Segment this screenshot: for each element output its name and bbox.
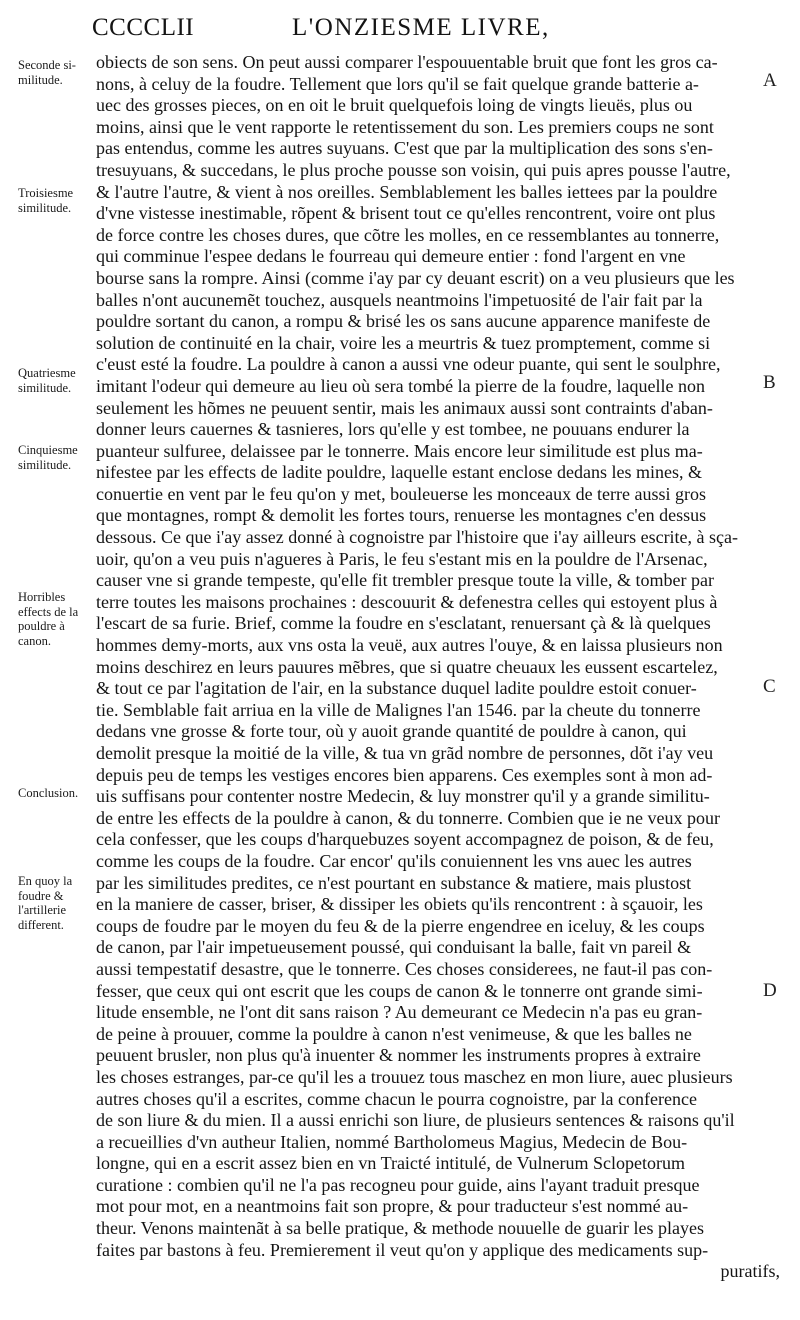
margin-note-quatriesme-similitude: Quatriesme similitude.	[18, 366, 76, 395]
text-line: & l'autre l'autre, & vient à nos oreilles. Semblablement les balles iettees par la pouldre	[96, 181, 718, 202]
text-line: dedans vne grosse & forte tour, où y auoit grande quantité de pouldre à canon, qui	[96, 721, 687, 742]
text-line: cela confesser, que les coups d'harquebuzes soyent accompagnez de poison, & de feu,	[96, 829, 714, 850]
text-line: en la maniere de casser, briser, & dissiper les obiets qu'ils rencontrent : à sçauoir, les	[96, 894, 703, 915]
text-line: l'escart de sa furie. Brief, comme la foudre en s'esclatant, renuersant çà & là quelques	[96, 613, 711, 634]
text-line: que montagnes, rompt & demolit les fortes tours, renuerse les montagnes c'en dessus	[96, 505, 707, 526]
text-line: nons, à celuy de la foudre. Tellement que lors qu'il se fait quelque grande batterie a-	[96, 73, 699, 94]
text-line: longne, qui en a escrit assez bien en vn Traicté intitulé, de Vulnerum Sclopetorum	[96, 1153, 685, 1174]
margin-note-horribles-effects: Horribles effects de la pouldre à canon.	[18, 590, 79, 648]
text-line: de son liure & du mien. Il a aussi enrichi son liure, de plusieurs sentences & raisons qu'il	[96, 1110, 735, 1131]
text-line: tie. Semblable fait arriua en la ville de Malignes l'an 1546. par la cheute du tonnerre	[96, 699, 701, 720]
text-line: demolit presque la moitié de la ville, & tua vn grãd nombre de personnes, dõt i'ay veu	[96, 743, 714, 763]
text-line: c'eust esté la foudre. La pouldre à canon a aussi vne odeur puante, qui sent le soulphre,	[96, 354, 721, 375]
section-letter-b: B	[763, 372, 776, 393]
section-letter-d: D	[763, 980, 777, 1001]
running-title: L'ONZIESME LIVRE,	[292, 14, 550, 41]
text-line: comme les coups de la foudre. Car encor' qu'ils conuiennent les vns auec les autres	[96, 850, 692, 871]
margin-note-troisiesme-similitude: Troisiesme similitude.	[18, 186, 74, 215]
text-line: de canon, par l'air impetueusement poussé, qui conduisant la balle, fait vn pareil &	[96, 937, 692, 958]
text-line: moins, ainsi que le vent rapporte le retentissement du son. Les premiers coups ne sont	[96, 116, 714, 137]
text-line: coups de foudre par le moyen du feu & de la pierre engendree en iceluy, & les coups	[96, 915, 705, 936]
main-text-block	[96, 52, 780, 1283]
text-line: autres choses qu'il a escrites, comme chacun le pourra cognoistre, par la conference	[96, 1088, 697, 1109]
text-line: litude ensemble, ne l'ont dit sans raison ? Au demeurant ce Medecin n'a pas eu gran-	[96, 1002, 703, 1023]
margin-note-conclusion: Conclusion.	[18, 786, 79, 800]
text-line: bourse sans la rompre. Ainsi (comme i'ay par cy deuant escrit) on a veu plusieurs que les	[96, 267, 735, 288]
text-line: curatione : combien qu'il ne l'a pas recogneu pour guide, ains l'ayant traduit presque	[96, 1174, 700, 1195]
text-line: faites par bastons à feu. Premierement il veut qu'on y applique des medicaments sup-	[96, 1239, 709, 1260]
text-line: peuuent brusler, non plus qu'à inuenter & nommer les instruments propres à extraire	[96, 1045, 701, 1066]
text-line: tresuyuans, & succedans, le plus proche pousse son voisin, qui puis apres pousse l'autre,	[96, 159, 731, 180]
margin-note-seconde-similitude: Seconde si- militude.	[18, 58, 76, 87]
text-line: solution de continuité en la chair, voire les a meurtris & tuez promptement, comme si	[96, 332, 711, 353]
text-line: de force contre les choses dures, que cõtre les molles, en ce ressemblantes au tonnerre,	[96, 224, 720, 245]
text-line: & tout ce par l'agitation de l'air, en la substance duquel ladite pouldre estoit conuer-	[96, 678, 697, 699]
text-line: par les similitudes predites, ce n'est pourtant en substance & matiere, mais plustost	[96, 872, 692, 893]
margin-note-cinquiesme-similitude: Cinquiesme similitude.	[18, 443, 78, 472]
text-line: uec des grosses pieces, on en oit le bruit quelquefois loing de vingts lieuës, plus ou	[96, 95, 693, 116]
text-line: d'vne vistesse inestimable, rõpent & brisent tout ce qu'elles rencontrent, voire ont plus	[96, 203, 716, 224]
section-letter-a: A	[763, 70, 777, 91]
text-line: donner leurs cauernes & tasnieres, lors qu'elle y est tombee, ne pouuans endurer la	[96, 419, 690, 440]
text-line: hommes demy-morts, aux vns osta la veuë, aux autres l'ouye, & en laissa plusieurs non	[96, 635, 723, 656]
running-header	[92, 14, 712, 48]
text-line: terre toutes les maisons prochaines : descouurit & defenestra celles qui estoyent plus à	[96, 591, 718, 612]
text-line: imitant l'odeur qui demeure au lieu où sera tombé la pierre de la foudre, laquelle non	[96, 375, 706, 396]
text-line: aussi tempestatif desastre, que le tonnerre. Ces choses considerees, ne faut-il pas con-	[96, 958, 713, 979]
text-line: mot pour mot, en a neantmoins fait son propre, & pour traducteur s'est nommé au-	[96, 1196, 689, 1217]
text-line: de peine à prouuer, comme la pouldre à canon n'est venimeuse, & que les balles ne	[96, 1023, 692, 1044]
text-line: pouldre sortant du canon, a rompu & brisé les os sans aucune apparence manifeste de	[96, 311, 711, 332]
text-line: de entre les effects de la pouldre à canon, & du tonnerre. Combien que ie ne veux pour	[96, 807, 720, 828]
text-line: obiects de son sens. On peut aussi comparer l'espouuentable bruit que font les gros ca-	[96, 52, 718, 72]
text-line: causer vne si grande tempeste, qu'elle fit trembler presque toute la ville, & tomber par	[96, 570, 715, 591]
text-line: balles n'ont aucunemẽt touchez, ausquels neantmoins l'impetuosité de l'air fait par la	[96, 289, 703, 310]
text-line: moins deschirez en leurs pauures mẽbres, que si quatre cheuaux les eussent escartelez,	[96, 656, 718, 677]
text-line: pas entendus, comme les autres suyuans. C'est que par la multiplication des sons s'en-	[96, 138, 713, 159]
folio-number: CCCCLII	[92, 14, 195, 41]
text-line: conuertie en vent par le feu qu'on y met, bouleuerse les monceaux de terre aussi gros	[96, 483, 707, 504]
text-line: puanteur sulfuree, delaissee par le tonnerre. Mais encore leur similitude est plus ma-	[96, 440, 703, 461]
text-line: les choses estranges, par-ce qu'il les a trouuez tous maschez en mon liure, auec plusieurs	[96, 1066, 733, 1087]
text-line: depuis peu de temps les vestiges encores bien apparens. Ces exemples sont à mon ad-	[96, 764, 713, 785]
text-line: theur. Venons maintenãt à sa belle pratique, & methode nouuelle de guarir les playes	[96, 1218, 704, 1239]
text-line: a recueillies d'vn autheur Italien, nommé Bartholomeus Magius, Medecin de Bou-	[96, 1131, 688, 1152]
text-line: uis suffisans pour contenter nostre Medecin, & luy monstrer qu'il y a grande similitu-	[96, 786, 710, 807]
text-line: dessous. Ce que i'ay assez donné à cognoistre par l'histoire que i'ay ailleurs escrite, à sça-	[96, 527, 739, 548]
text-line: qui comminue l'espee dedans le fourreau qui demeure entier : fond l'argent en vne	[96, 246, 686, 267]
margin-note-foudre-artillerie: En quoy la foudre & l'artillerie different.	[18, 874, 73, 932]
text-line: uoir, qu'on a veu puis n'agueres à Paris, le feu s'estant mis en la pouldre de l'Arsenac,	[96, 548, 708, 569]
text-line: puratifs,	[720, 1261, 780, 1282]
text-line: nifestee par les effects de ladite pouldre, laquelle estant enclose dedans les mines, &	[96, 462, 702, 483]
section-letter-c: C	[763, 676, 776, 697]
text-line: seulement les hõmes ne peuuent sentir, mais les animaux aussi sont contraints d'aban-	[96, 397, 713, 418]
text-line: fesser, que ceux qui ont escrit que les coups de canon & le tonnerre ont grande simi-	[96, 980, 703, 1001]
